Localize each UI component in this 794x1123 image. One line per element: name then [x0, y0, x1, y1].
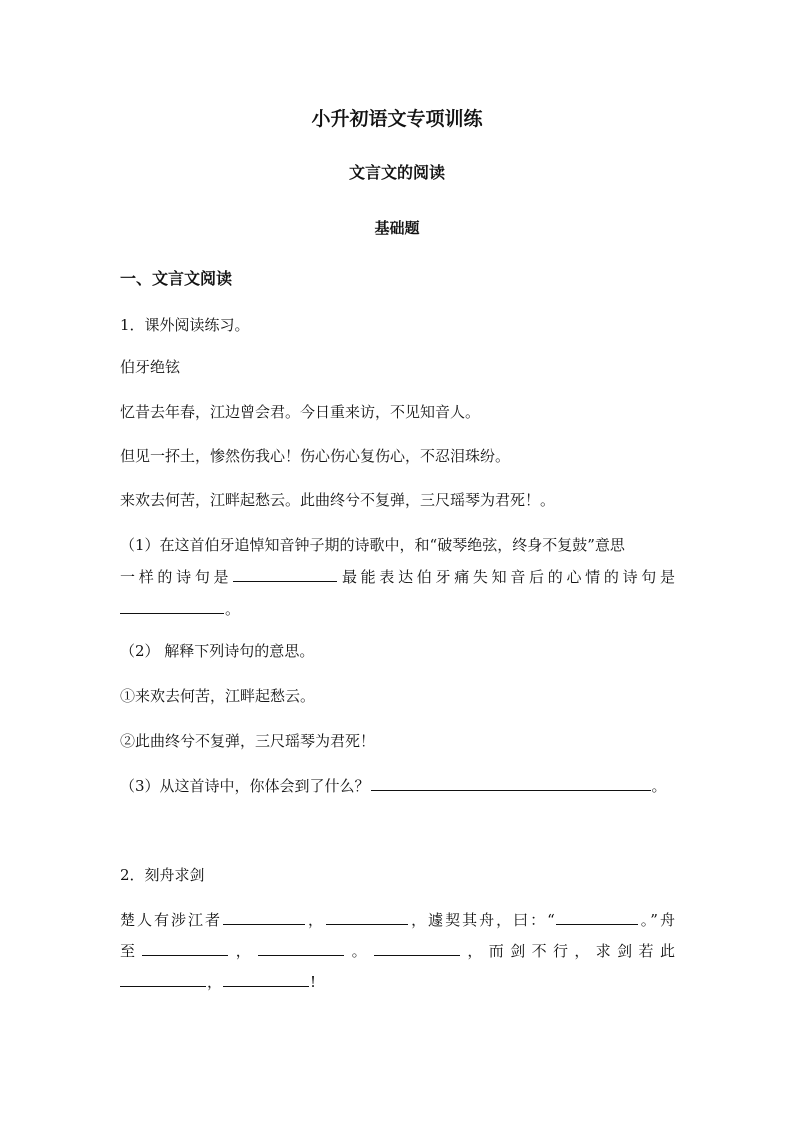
question-2-text-2: ， [306, 911, 326, 929]
sub-question-1-line-3 [120, 598, 240, 619]
answer-blank[interactable] [374, 940, 460, 956]
poem-line-1: 忆昔去年春，江边曾会君。今日重来访，不见知音人。 [120, 403, 481, 421]
page-subtitle: 文言文的阅读 [348, 163, 445, 182]
question-2-text-3: ，遽契其舟，曰：“ [409, 911, 555, 929]
answer-blank[interactable] [326, 909, 408, 925]
poem-line-2: 但见一抔土，惨然伤我心！伤心伤心复伤心，不忍泪珠纷。 [120, 447, 511, 465]
sub-question-1-text-a: 一样的诗句是 [120, 568, 233, 586]
sub-question-1-line-1: （1）在这首伯牙追悼知音钟子期的诗歌中，和“破琴绝弦，终身不复鼓”意思 [120, 536, 625, 554]
question-2-text-6: ， [229, 942, 258, 960]
page-title: 小升初语文专项训练 [311, 108, 483, 130]
answer-blank[interactable] [258, 940, 344, 956]
section-heading: 一、文言文阅读 [120, 269, 233, 288]
answer-blank[interactable] [556, 909, 638, 925]
answer-blank[interactable] [120, 971, 206, 987]
answer-blank[interactable] [142, 940, 228, 956]
sub-question-1-end: 。 [225, 600, 241, 618]
sub-question-2-item-1: ①来欢去何苦，江畔起愁云。 [120, 687, 316, 705]
question-2-text-5: 至 [120, 942, 142, 960]
question-2-text-11: ! [310, 973, 317, 991]
sub-question-3-end: 。 [651, 777, 667, 795]
answer-blank[interactable] [233, 566, 337, 582]
sub-question-3-text: （3）从这首诗中，你体会到了什么？ [120, 777, 370, 795]
sub-question-2-item-2: ②此曲终兮不复弹，三尺瑶琴为君死！ [120, 732, 376, 750]
answer-blank[interactable] [223, 909, 305, 925]
question-2-line-3 [120, 971, 316, 992]
sub-question-2: （2） 解释下列诗句的意思。 [120, 642, 315, 660]
question-2-line-1 [120, 909, 675, 930]
question-2-text-9: 而剑不行，求剑若此 [488, 942, 675, 960]
question-2-line-2 [120, 940, 675, 961]
question-2-text-8: ， [461, 942, 489, 960]
question-2-text-7: 。 [345, 942, 373, 960]
poem-line-3: 来欢去何苦，江畔起愁云。此曲终兮不复弹，三尺瑶琴为君死！。 [120, 491, 556, 509]
difficulty-level: 基础题 [374, 219, 420, 237]
question-2-label: 2．刻舟求剑 [120, 866, 205, 884]
answer-blank[interactable] [371, 775, 651, 791]
question-2-text-1: 楚人有涉江者 [120, 911, 223, 929]
poem-title: 伯牙绝铉 [120, 358, 181, 376]
sub-question-1-line-2 [120, 566, 675, 587]
sub-question-1-text-b: 最能表达伯牙痛失知音后的心情的诗句是 [338, 568, 675, 586]
answer-blank[interactable] [120, 598, 224, 614]
question-2-text-10: ， [207, 973, 223, 991]
answer-blank[interactable] [223, 971, 309, 987]
sub-question-3 [120, 775, 667, 796]
question-1-label: 1．课外阅读练习。 [120, 316, 250, 334]
question-2-text-4: 。”舟 [638, 911, 675, 929]
